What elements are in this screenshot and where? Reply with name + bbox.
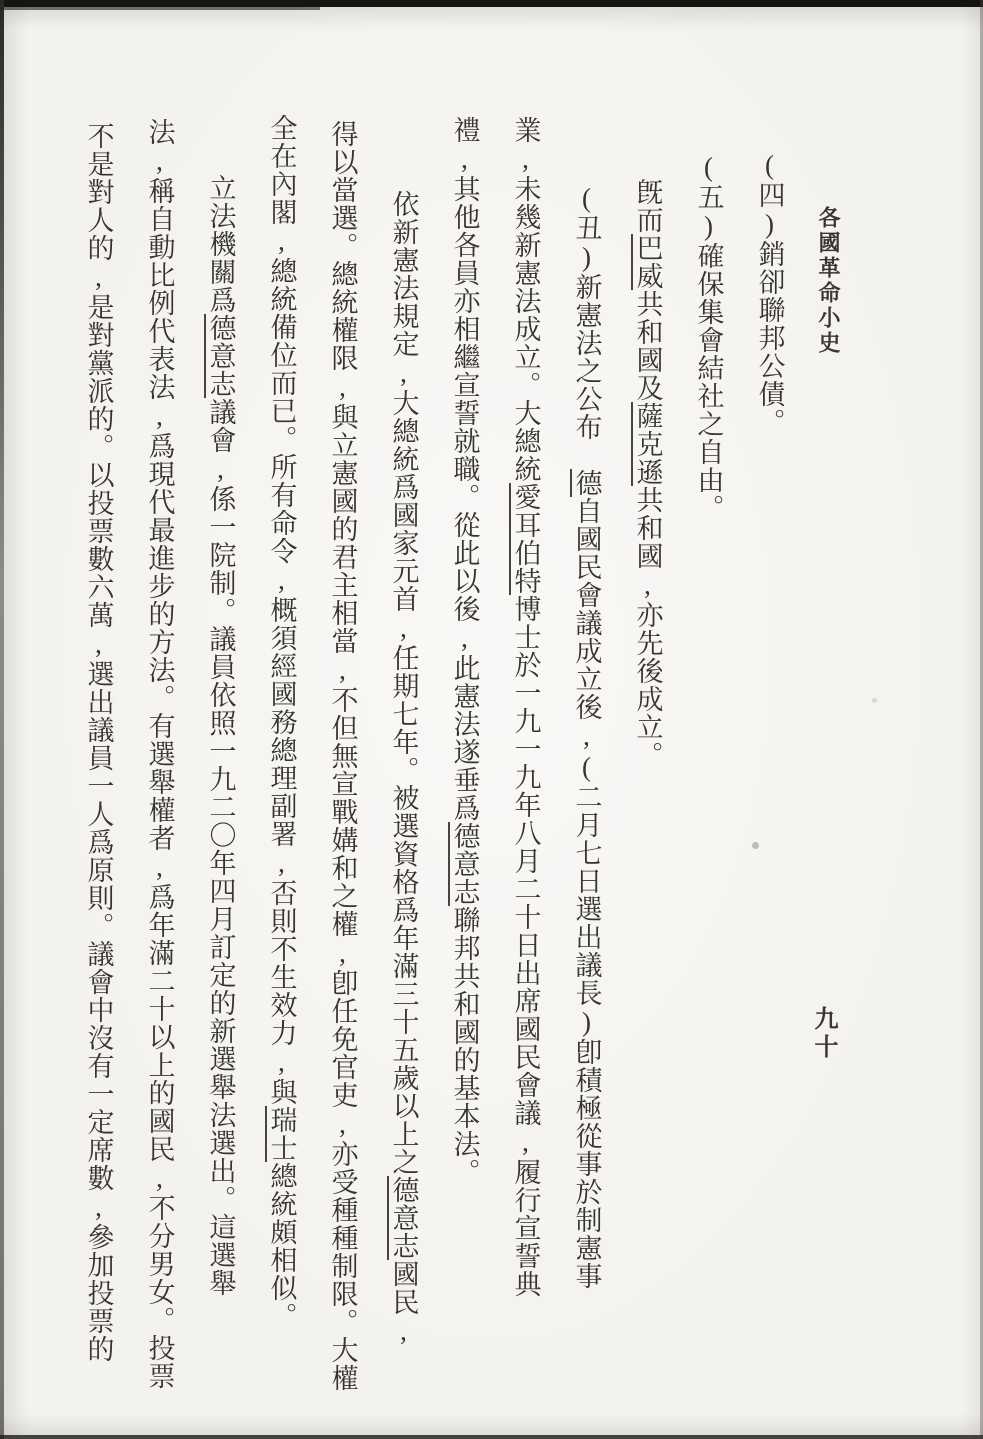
running-head-title: 各國革命小史 [816,206,841,356]
proper-noun-marked-name: 巴威 [632,234,663,290]
scan-speck [752,842,759,849]
scan-edge-bottom [0,1435,983,1439]
text-column [509,116,543,1298]
text-column [692,152,726,522]
text-run: (四)銷卻聯邦公債。 [754,150,785,436]
text-column [82,122,116,1363]
text-column [143,118,177,1390]
proper-noun-marked-name: 薩克遜 [632,402,663,486]
scan-edge-top [0,0,983,7]
scan-edge-left [0,0,4,1439]
text-run: 共和國及 [632,290,663,402]
text-run: (丑)新憲法之公布 [571,183,602,469]
text-run: 立法機關爲 [205,174,236,314]
text-column [204,174,238,1297]
proper-noun-marked-name: 德意志 [449,822,480,906]
page-number: 九十 [810,1006,836,1062]
text-column [753,150,787,436]
text-run: 業,未幾新憲法成立。大總統 [510,116,541,483]
text-run: 國民, [388,1260,419,1347]
proper-noun-marked-name: 瑞士 [266,1106,297,1162]
text-run: 自國民會議成立後,(二月七日選出議長)卽積極從事於制憲事 [571,497,602,1290]
text-run: 全在內閣,總統備位而已。所有命令,概須經國務總理副署,否則不生效力,與 [266,114,297,1106]
text-run: 不是對人的,是對黨派的。以投票數六萬,選出議員一人爲原則。議會中沒有一定席數,參加投票的 [83,122,114,1363]
text-run: 議會,係一院制。議員依照一九二〇年四月訂定的新選舉法選出。這選舉 [205,398,236,1297]
text-run: 依新憲法規定,大總統爲國家元首,任期七年。被選資格爲年滿三十五歲以上之 [388,190,419,1176]
text-run: 法,稱自動比例代表法,爲現代最進步的方法。有選舉權者,爲年滿二十以上的國民,不分男女。投票 [144,118,175,1390]
proper-noun-marked-name: 德意志 [205,314,236,398]
text-run: 得以當選。總統權限,與立憲國的君主相當,不但無宣戰媾和之權,卽任免官吏,亦受種種制限。大權 [327,120,358,1392]
text-column [448,116,482,1186]
proper-noun-marked-name: 德意志 [388,1176,419,1260]
text-run: (五)確保集會結社之自由。 [693,152,724,522]
text-run: 共和國,亦先後成立。 [632,486,663,769]
text-run: 旣而 [632,178,663,234]
text-run: 總統頗相似。 [266,1162,297,1330]
scan-edge-top-shadow [0,7,320,10]
text-column [265,114,299,1330]
text-run: 博士於一九一九年八月二十日出席國民會議,履行宣誓典 [510,595,541,1298]
text-run: 聯邦共和國的基本法。 [449,906,480,1186]
text-column [326,120,360,1392]
text-run: 禮,其他各員亦相繼宣誓就職。從此以後,此憲法遂垂爲 [449,116,480,822]
proper-noun-marked-name: 德 [571,469,602,497]
text-column [570,183,604,1290]
scan-speck [872,698,877,703]
text-column [387,190,421,1347]
text-column [631,178,665,769]
proper-noun-marked-name: 愛耳伯特 [510,483,541,595]
